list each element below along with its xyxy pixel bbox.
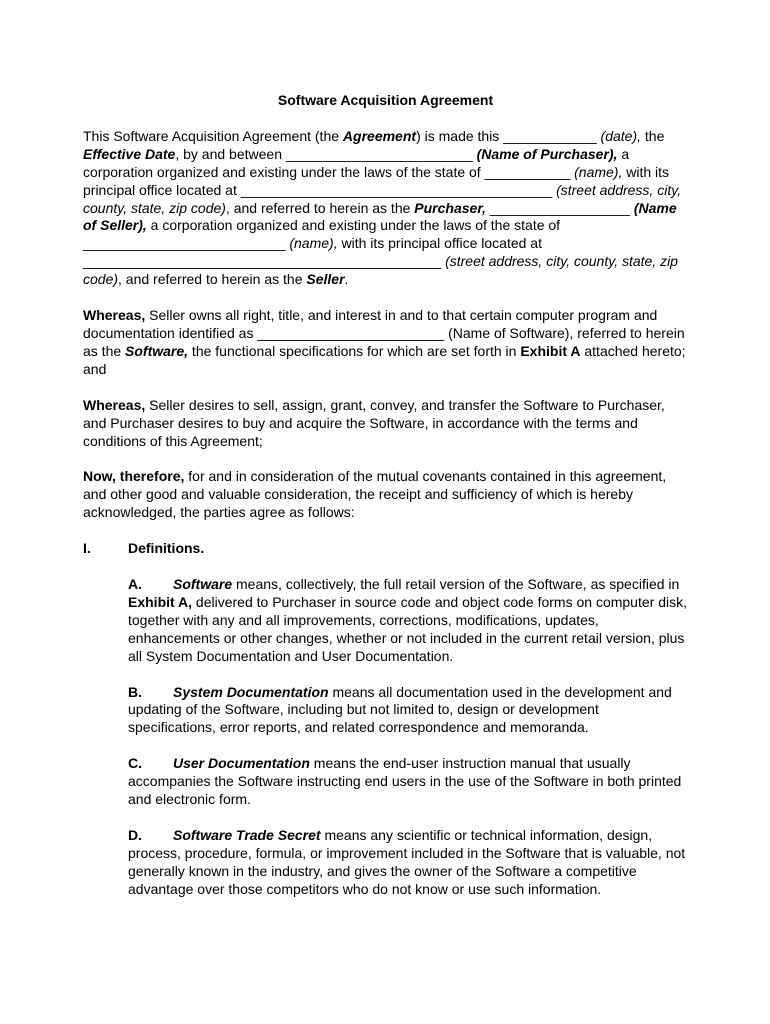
intro-text: a corporation organized and existing under the laws of the state of ___________ (83, 145, 630, 180)
whereas-paragraph-1 (83, 307, 688, 379)
intro-text: the (641, 127, 665, 144)
definition-term: User Documentation (173, 755, 310, 772)
agreement-term: Agreement (342, 127, 417, 144)
definition-software (128, 576, 688, 666)
state-name-label: (name), (574, 163, 623, 180)
definition-text: means all documentation used in the development and updating of the Software, including but not limited to, design or development specifications, error reports, and related correspondence and memoranda. (128, 683, 672, 736)
definition-text: means the end-user instruction manual that usually accompanies the Software instructing end users in the use of the Software in both printed and electronic form. (128, 755, 682, 808)
definition-letter: B. (128, 683, 142, 700)
whereas-paragraph-2 (83, 397, 688, 451)
whereas-text: Seller desires to sell, assign, grant, convey, and transfer the Software to Purchaser, and Purchaser desires to buy and acquire the Software, in accordance with the terms and conditions of this Agreement; (83, 396, 665, 449)
purchaser-term: Purchaser, (414, 199, 486, 216)
definition-text: means any scientific or technical information, design, process, procedure, formula, or improvement included in the Software that is valuable, not generally known in the industry, and gives the owner of the Software a competitive advantage over those competitors who do not know or use such information. (128, 827, 686, 897)
intro-text: with its principal office located at ______________________________________________ (83, 235, 542, 270)
now-therefore-text: for and in consideration of the mutual covenants contained in this agreement, and other good and valuable consideration, the receipt and sufficiency of which is hereby acknowledged, the parties agree as follows: (83, 468, 667, 521)
exhibit-reference: Exhibit A, (128, 593, 193, 610)
whereas-text: Seller owns all right, title, and interest in and to that certain computer program and documentation identified as ________________________ (Name of Software), referred to herein as the (83, 307, 685, 359)
seller-address-label: (street address, city, county, state, zip code) (83, 253, 678, 288)
intro-paragraph (83, 128, 688, 289)
date-placeholder-label: (date), (600, 127, 641, 144)
definition-letter: A. (128, 576, 142, 593)
intro-text: . (344, 271, 349, 288)
purchaser-name-label: (Name of Purchaser), (476, 145, 618, 162)
effective-date-term: Effective Date (83, 145, 176, 162)
intro-text: , and referred to herein as the (118, 271, 307, 288)
definition-term: Software (173, 576, 233, 593)
section-title: Definitions. (128, 540, 205, 557)
intro-text: ) is made this ____________ (416, 127, 601, 144)
purchaser-address-label: (street address, city, county, state, zip code) (83, 181, 682, 216)
definition-text: delivered to Purchaser in source code and object code forms on computer disk, together with any and all improvements, corrections, modifications, updates, enhancements or other changes, whether or not included in the current retail version, plus all System Documentation and User Documentation. (128, 593, 687, 664)
now-therefore-paragraph (83, 468, 688, 522)
definition-term: Software Trade Secret (173, 827, 321, 843)
definition-system-documentation (128, 684, 688, 738)
definition-software-trade-secret (128, 827, 688, 899)
seller-name-label: (Name of Seller), (83, 199, 677, 234)
whereas-lead: Whereas, (83, 307, 146, 324)
software-term: Software, (125, 342, 189, 359)
now-therefore-lead: Now, therefore, (83, 468, 185, 485)
intro-text: __________________ (485, 199, 634, 216)
intro-text: , by and between ________________________ (175, 145, 477, 162)
exhibit-reference: Exhibit A (520, 342, 581, 359)
definition-letter: C. (128, 755, 142, 772)
whereas-lead: Whereas, (83, 396, 146, 413)
definition-term: System Documentation (173, 683, 329, 700)
intro-text: This Software Acquisition Agreement (the (83, 127, 343, 144)
definition-user-documentation (128, 755, 688, 809)
intro-text: a corporation organized and existing under the laws of the state of __________________________ (83, 217, 561, 252)
definition-letter: D. (128, 827, 142, 843)
state-name-label: (name), (289, 235, 338, 252)
section-heading-definitions (83, 540, 688, 558)
intro-text: , and referred to herein as the (225, 199, 415, 216)
whereas-text: the functional specifications for which are set forth in (188, 342, 521, 359)
document-title: Software Acquisition Agreement (277, 92, 494, 108)
document-body (83, 92, 688, 917)
seller-term: Seller (306, 271, 345, 288)
section-number: I. (83, 540, 91, 557)
definition-text: means, collectively, the full retail version of the Software, as specified in (232, 576, 680, 593)
intro-text: with its principal office located at ________________________________________ (83, 163, 670, 198)
whereas-text: attached hereto; and (83, 342, 686, 377)
